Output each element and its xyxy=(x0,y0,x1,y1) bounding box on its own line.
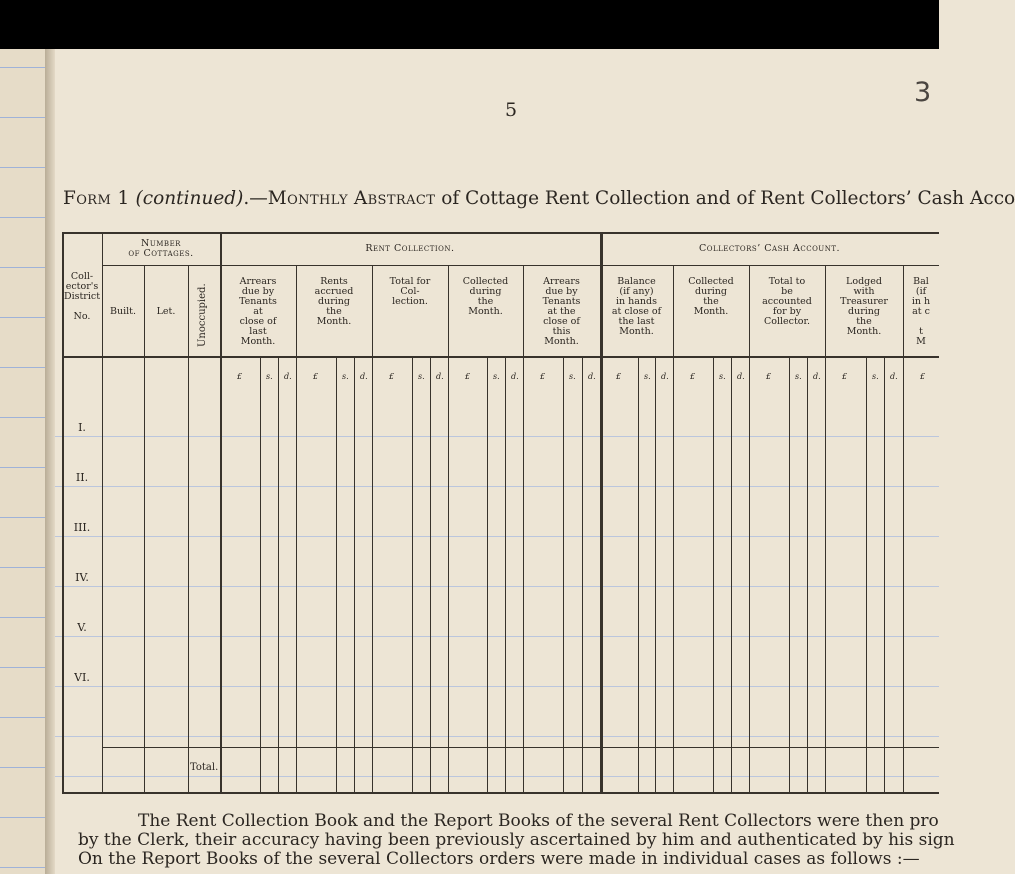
money-unit-label: s. xyxy=(872,372,879,381)
money-unit-label: d. xyxy=(436,372,444,381)
money-subcolumn-rule xyxy=(713,356,714,794)
money-unit-label: £ xyxy=(389,372,395,381)
let-header: Let. xyxy=(156,306,176,317)
money-subcolumn-rule xyxy=(260,356,261,794)
money-subcolumn-rule xyxy=(412,356,413,794)
money-unit-label: £ xyxy=(842,372,848,381)
form-continued: (continued) xyxy=(135,188,244,209)
money-unit-label: d. xyxy=(588,372,596,381)
corner-page-number: 3 xyxy=(914,77,932,108)
rent-column-header: Collected during the Month. xyxy=(462,276,509,317)
form-title xyxy=(63,188,1015,209)
money-subcolumn-rule xyxy=(563,356,564,794)
district-header-text: Coll- ector's District No. xyxy=(63,271,101,322)
money-unit-label: d. xyxy=(360,372,368,381)
money-unit-label: s. xyxy=(795,372,802,381)
money-unit-label: £ xyxy=(616,372,622,381)
money-subcolumn-rule xyxy=(731,356,732,794)
form-monthly: Monthly xyxy=(267,188,348,209)
district-header xyxy=(62,272,102,322)
page-number: 5 xyxy=(505,99,518,121)
column-rule xyxy=(903,265,904,794)
column-rule xyxy=(102,265,103,794)
money-subcolumn-rule xyxy=(336,356,337,794)
total-row-rule xyxy=(102,747,939,748)
money-subcolumn-rule xyxy=(807,356,808,794)
book-gutter xyxy=(45,49,55,874)
money-subcolumn-rule xyxy=(430,356,431,794)
table-border-left xyxy=(62,232,64,794)
form-title-rest: of Cottage Rent Collection and of Rent Collectors’ Cash Acco xyxy=(441,188,1015,209)
row-label: III. xyxy=(73,521,91,534)
money-subcolumn-rule xyxy=(582,356,583,794)
column-rule xyxy=(220,232,222,794)
money-subcolumn-rule xyxy=(866,356,867,794)
money-unit-label: d. xyxy=(661,372,669,381)
cottages-group-header: Number of Cottages. xyxy=(128,238,194,259)
money-unit-label: £ xyxy=(920,372,926,381)
money-unit-label: s. xyxy=(266,372,273,381)
paragraph-line: On the Report Books of the several Collectors orders were made in individual cases as follows :— xyxy=(78,849,920,869)
table-border-top xyxy=(62,232,939,234)
money-subcolumn-rule xyxy=(789,356,790,794)
group-rule xyxy=(220,265,939,266)
column-rule xyxy=(749,265,750,794)
money-subcolumn-rule xyxy=(638,356,639,794)
unoccupied-header: Unoccupied. xyxy=(197,283,208,347)
money-subcolumn-rule xyxy=(655,356,656,794)
money-unit-label: £ xyxy=(313,372,319,381)
facing-page-edge xyxy=(0,49,47,874)
cash-account-header: Collectors’ Cash Account. xyxy=(698,243,841,254)
money-unit-label: £ xyxy=(690,372,696,381)
money-subcolumn-rule xyxy=(487,356,488,794)
money-unit-label: s. xyxy=(644,372,651,381)
top-black-bar xyxy=(0,0,939,49)
money-unit-label: d. xyxy=(284,372,292,381)
column-rule xyxy=(673,265,674,794)
column-rule xyxy=(600,232,603,794)
form-prefix: Form 1 xyxy=(63,188,130,209)
body-paragraph xyxy=(80,812,960,869)
paragraph-line: The Rent Collection Book and the Report Books of the several Rent Collectors were then pro xyxy=(138,811,939,831)
column-rule xyxy=(144,265,145,794)
column-rule xyxy=(372,265,373,794)
cash-column-header: Lodged with Treasurer during the Month. xyxy=(840,276,888,337)
abstract-table xyxy=(62,232,939,794)
rent-column-header: Arrears due by Tenants at close of last Month. xyxy=(239,276,277,347)
paragraph-line: by the Clerk, their accuracy having been previously ascertained by him and authenticated by his sign xyxy=(78,830,955,850)
rent-column-header: Arrears due by Tenants at the close of this Month. xyxy=(542,276,581,347)
row-label: VI. xyxy=(74,671,90,684)
total-label: Total. xyxy=(190,762,219,773)
column-rule xyxy=(102,232,103,265)
money-unit-label: s. xyxy=(418,372,425,381)
money-subcolumn-rule xyxy=(884,356,885,794)
money-unit-label: £ xyxy=(465,372,471,381)
column-rule xyxy=(448,265,449,794)
rent-column-header: Rents accrued during the Month. xyxy=(314,276,354,327)
money-unit-label: s. xyxy=(493,372,500,381)
row-label: V. xyxy=(77,621,87,634)
money-unit-label: s. xyxy=(569,372,576,381)
money-unit-label: d. xyxy=(737,372,745,381)
row-label: IV. xyxy=(75,571,89,584)
column-rule xyxy=(296,265,297,794)
built-header: Built. xyxy=(109,306,136,317)
form-abstract: Abstract xyxy=(353,188,436,209)
money-unit-label: £ xyxy=(766,372,772,381)
column-rule xyxy=(825,265,826,794)
money-unit-label: s. xyxy=(342,372,349,381)
cash-column-header: Bal (if in h at c t M xyxy=(911,276,931,347)
cash-column-header: Total to be accounted for by Collector. xyxy=(762,276,812,327)
rent-column-header: Total for Col- lection. xyxy=(389,276,431,307)
cash-column-header: Collected during the Month. xyxy=(688,276,734,317)
money-unit-label: d. xyxy=(890,372,898,381)
cottages-group-rule xyxy=(102,265,220,266)
money-unit-label: d. xyxy=(511,372,519,381)
rent-collection-header: Rent Collection. xyxy=(365,243,455,254)
money-unit-label: s. xyxy=(719,372,726,381)
row-label: II. xyxy=(75,471,89,484)
money-subcolumn-rule xyxy=(278,356,279,794)
money-subcolumn-rule xyxy=(505,356,506,794)
cash-column-header: Balance (if any) in hands at close of the last Month. xyxy=(611,276,662,337)
column-rule xyxy=(523,265,524,794)
money-subcolumn-rule xyxy=(354,356,355,794)
money-unit-label: £ xyxy=(540,372,546,381)
form-dash: .— xyxy=(243,188,268,209)
money-unit-label: d. xyxy=(813,372,821,381)
row-label: I. xyxy=(78,421,86,434)
money-unit-label: £ xyxy=(237,372,243,381)
column-rule xyxy=(188,265,189,794)
